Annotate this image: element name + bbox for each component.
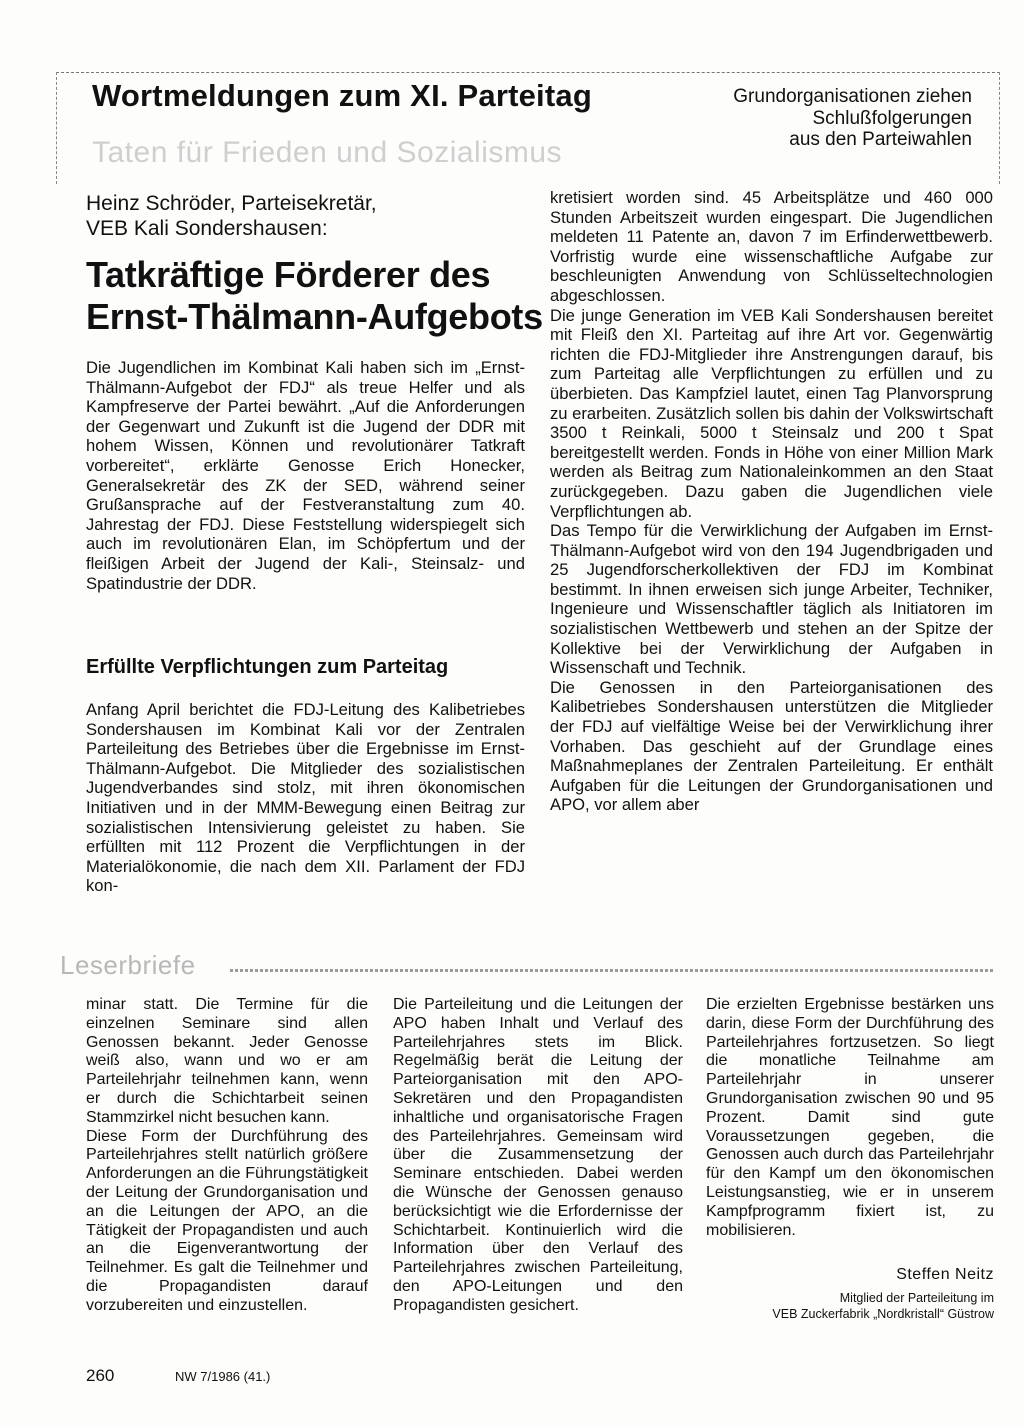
headline-line: Tatkräftige Förderer des — [86, 254, 491, 295]
article-paragraph: kretisiert worden sind. 45 Arbeitsplätze und 460 000 Stunden Arbeitszeit wurden eingespart. Die Jugendlichen meldeten 11 Patente an, davon 7 im Erfinderwettbewerb. Vorfristig wurde eine wissenschaftliche Aufgabe zur beschleunigten Anwendung von Schlüsseltechnologien abgeschlossen. — [550, 188, 993, 305]
author-line: VEB Kali Sondershausen: — [86, 217, 328, 240]
letter-paragraph: Diese Form der Durchführung des Parteilehrjahres stellt natürlich größere Anforderungen an die Führungstätigkeit der Leitung der Grundorganisation und an die Leitungen der APO, an die Tätigkeit der Propagandisten und auch an die Eigenverantwortung der Teilnehmer. Es galt die Teilnehmer und die Propagandisten darauf vorzubereiten und einzustellen. — [86, 1127, 368, 1314]
letter-paragraph: Die Parteileitung und die Leitungen der APO haben Inhalt und Verlauf des Parteilehrjahres stets im Blick. Regelmäßig berät die Leitung der Parteiorganisation mit den APO-Sekretären und den Propagandisten inhaltliche und organisatorische Fragen des Parteilehrjahres. Gemeinsam wird über die Zusammensetzung der Seminare entschieden. Dabei werden die Wünsche der Genossen genauso berücksichtigt wie die Erfordernisse der Schichtarbeit. Kontinuierlich wird die Information über den Verlauf des Parteilehrjahres zwischen Parteileitung, den APO-Leitungen und den Propagandisten gesichert. — [393, 996, 683, 1314]
article-headline — [86, 254, 546, 338]
article-paragraph: Anfang April berichtet die FDJ-Leitung des Kalibetriebes Sondershausen im Kombinat Kali vor der Zentralen Parteileitung des Betriebes über die Ergebnisse im Ernst-Thälmann-Aufgebot. Die Mitglieder des sozialistischen Jugendverbandes sind stolz, mit ihren ökonomischen Initiativen und in der MMM-Bewegung einen Beitrag zur sozialistischen Intensivierung geleistet zu haben. Sie erfüllten mit 112 Prozent die Verpflichtungen in der Materialökonomie, die nach dem XII. Parlament der FDJ kon- — [86, 700, 525, 896]
section-subtitle: Taten für Frieden und Sozialismus — [92, 136, 563, 169]
letter-column-1 — [86, 996, 368, 1316]
article-paragraph: Die Genossen in den Parteiorganisationen des Kalibetriebes Sondershausen unterstützen die Mitglieder der FDJ auf vielfältige Weise bei der Verwirklichung ihrer Vorhaben. Das geschieht auf der Grundlage eines Maßnahmeplanes der Zentralen Parteileitung. Er enthält Aufgaben für die Leitungen der Grundorganisationen und APO, vor allem aber — [550, 677, 993, 815]
article-author — [86, 191, 466, 241]
letter-paragraph: Die erzielten Ergebnisse bestärken uns darin, diese Form der Durchführung des Parteilehrjahres fortzusetzen. So liegt die monatliche Teilnahme am Parteilehrjahr in unserer Grundorganisation zwischen 90 und 95 Prozent. Damit sind gute Voraussetzungen gegeben, die Genossen auch durch das Parteilehrjahr für den Kampf um den ökonomischen Leistungsanstieg, wie er in unserem Kampfprogramm fixiert ist, zu mobilisieren. — [706, 996, 994, 1239]
page-number: 260 — [86, 1366, 115, 1385]
letter-paragraph: minar statt. Die Termine für die einzelnen Seminare sind allen Genossen bekannt. Jeder Genosse weiß also, wann und wo er am Parteilehrjahr teilnehmen kann, wenn er durch die Schichtarbeit seinen Stammzirkel nicht besuchen kann. — [86, 996, 368, 1126]
article-paragraph: Die Jugendlichen im Kombinat Kali haben sich im „Ernst-Thälmann-Aufgebot der FDJ“ als treue Helfer und als Kampfreserve der Partei bewährt. „Auf die Anforderungen der Gegenwart und Zukunft ist die Jugend der DDR mit hohem Wissen, Können und revolutionärer Tatkraft vorbereitet“, erklärte Genosse Erich Honecker, Generalsekretär des ZK der SED, während seiner Grußansprache auf der Festveranstaltung zum 40. Jahrestag der FDJ. Diese Feststellung widerspiegelt sich auch im revolutionären Elan, im Schöpfertum und der fleißigen Arbeit der Jugend der Kali-, Steinsalz- und Spatindustrie der DDR. — [86, 358, 525, 593]
leserbriefe-header — [60, 950, 998, 984]
section-title: Wortmeldungen zum XI. Parteitag — [92, 78, 592, 113]
header-right-line: aus den Parteiwahlen — [789, 129, 972, 150]
article-paragraph: Das Tempo für die Verwirklichung der Aufgaben im Ernst-Thälmann-Aufgebot wird von den 194 Jugendbrigaden und 25 Jugendforscherkollektiven der FDJ im Kombinat bestimmt. In ihnen erweisen sich junge Arbeiter, Techniker, Ingenieure und Wissenschaftler täglich als Initiatoren im sozialistischen Wettbewerb und stehen an der Spitze der Kollektive bei der Verwirklichung der Aufgaben in Wissenschaft und Technik. — [550, 521, 993, 678]
signature-name: Steffen Neitz — [896, 1266, 994, 1283]
article-subheading: Erfüllte Verpflichtungen zum Parteitag — [86, 656, 449, 678]
section-divider — [230, 969, 995, 972]
leserbriefe-title: Leserbriefe — [60, 950, 196, 980]
issue-label: NW 7/1986 (41.) — [175, 1369, 271, 1384]
article-column-2 — [550, 188, 993, 815]
header-right-line: Schlußfolgerungen — [812, 107, 972, 129]
letter-column-3 — [706, 996, 994, 1240]
header-right-caption — [690, 86, 972, 151]
signature-role-line: VEB Zuckerfabrik „Nordkristall“ Güstrow — [772, 1307, 994, 1321]
headline-line: Ernst-Thälmann-Aufgebots — [86, 296, 543, 337]
letter-column-2 — [393, 996, 683, 1316]
signature-role-line: Mitglied der Parteileitung im — [839, 1291, 994, 1305]
author-line: Heinz Schröder, Parteisekretär, — [86, 192, 377, 215]
article-column-1-bottom — [86, 700, 525, 896]
signature-role — [700, 1290, 994, 1322]
article-column-1-top — [86, 358, 525, 593]
article-paragraph: Die junge Generation im VEB Kali Sondershausen bereitet mit Fleiß den XI. Parteitag auf ihre Art vor. Gegenwärtig richten die FDJ-Mitglieder ihre Anstrengungen darauf, bis zum Parteitag alle Verpflichtungen zu erfüllen und zu überbieten. Das Kampfziel lautet, einen Tag Planvorsprung zu erarbeiten. Zusätzlich sollen bis dahin der Volkswirtschaft 3500 t Reinkali, 5000 t Steinsalz und 200 t Spat bereitgestellt werden. Fonds in Höhe von einer Million Mark werden als Beitrag zum Nationaleinkommen an den Staat zurückgegeben. Dazu gaben die Jugendlichen viele Verpflichtungen ab. — [550, 305, 993, 521]
header-right-line: Grundorganisationen ziehen — [733, 86, 972, 107]
